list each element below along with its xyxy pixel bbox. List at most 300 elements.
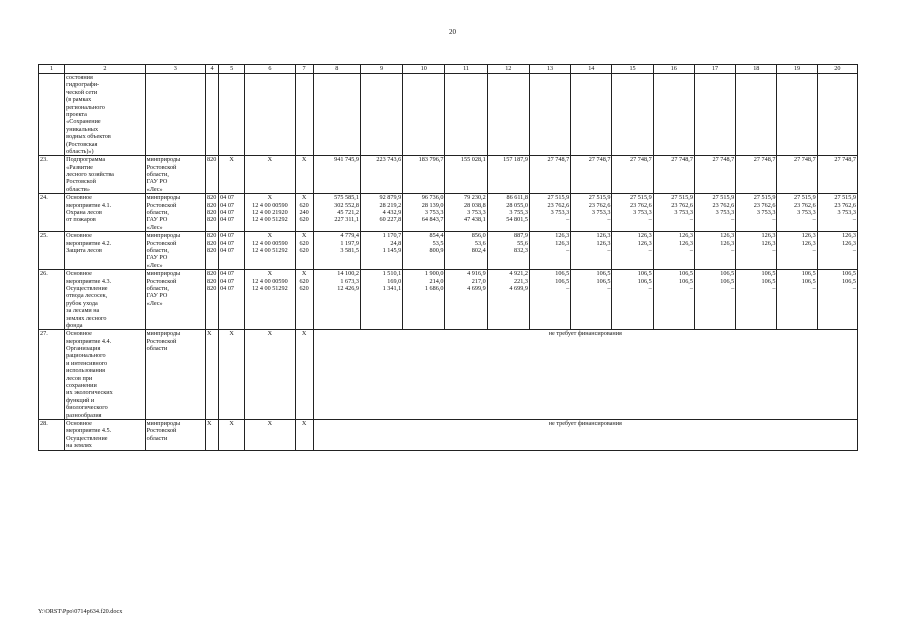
cell-line: 27 515,9 <box>753 194 776 202</box>
cell-line: лесов при <box>66 374 93 382</box>
vr-cell <box>295 270 313 330</box>
cell-line: 214,0 <box>429 277 444 285</box>
value-cell <box>612 270 653 330</box>
cell-line: Основное <box>66 419 92 427</box>
cell-line: – <box>812 216 816 224</box>
cell-line: Осуществление <box>66 434 108 442</box>
value-cell: 27 748,7 <box>612 156 653 194</box>
cell-line: 04 07 <box>220 194 234 202</box>
cell-line: 575 585,1 <box>334 194 359 202</box>
cell-line: 53,5 <box>432 239 444 247</box>
grbs-cell: 820 <box>206 156 219 194</box>
cell-line: 106,5 <box>637 270 652 278</box>
cell-line: – <box>689 216 693 224</box>
cell-line: 620 <box>299 277 309 285</box>
csr-cell: X <box>245 419 295 450</box>
cell-line: 126,3 <box>720 232 735 240</box>
cell-line: – <box>852 284 856 292</box>
cell-line: – <box>772 284 776 292</box>
cell-line: 3 753,3 <box>550 209 570 217</box>
cell-line: 1 673,3 <box>340 277 359 285</box>
cell-line: ГАУ РО <box>146 216 168 224</box>
cell-line: 47 438,1 <box>464 216 486 224</box>
cell-line: – <box>772 246 776 254</box>
cell-line: 04 07 <box>220 239 234 247</box>
value-cell <box>736 270 777 330</box>
cell-line: – <box>689 284 693 292</box>
cell-line: 620 <box>299 239 309 247</box>
cell-line: 12 4 00 51292 <box>252 246 288 254</box>
value-cell <box>694 270 735 330</box>
cell-line: мероприятие 4.5. <box>66 427 112 435</box>
cell-line: 820 <box>207 194 217 202</box>
value-cell <box>445 270 487 330</box>
cell-line: фонда <box>66 321 83 329</box>
cell-line: 3 753,3 <box>591 209 611 217</box>
cell-line: 12 4 00 00590 <box>252 201 288 209</box>
cell-line: 1 510,1 <box>382 270 402 278</box>
budget-table <box>38 64 858 451</box>
cell-line: 1 900,0 <box>424 270 444 278</box>
csr-cell: X <box>245 330 295 420</box>
cell-line: 106,5 <box>761 270 776 278</box>
column-header-7: 7 <box>295 65 313 74</box>
cell-line: 64 843,7 <box>421 216 444 224</box>
rzpr-cell: X <box>219 156 245 194</box>
cell-line: от пожаров <box>66 216 96 224</box>
cell-line: 126,3 <box>555 239 570 247</box>
cell-line: Защита лесов <box>66 246 102 254</box>
cell-line: биологического <box>66 404 108 412</box>
value-cell: 157 187,9 <box>487 156 529 194</box>
table-row-continuation <box>39 74 858 156</box>
cell-line: 23 762,6 <box>671 201 693 209</box>
row-name <box>65 156 145 194</box>
cell-line: 86 611,8 <box>506 194 528 202</box>
cell-line: 820 <box>207 284 217 292</box>
column-header-4: 4 <box>206 65 219 74</box>
cell-line: мероприятие 4.1. <box>66 201 112 209</box>
cell-line: Организация <box>66 345 101 353</box>
cell-line: 1 197,9 <box>340 239 359 247</box>
cell-line: 27 515,9 <box>671 194 693 202</box>
value-cell: 155 028,1 <box>445 156 487 194</box>
cell-line: 3 753,3 <box>633 209 652 217</box>
cell-line: 106,5 <box>720 277 735 285</box>
cell-line: 12 4 00 51292 <box>252 216 288 224</box>
cell-line: 04 07 <box>220 209 234 217</box>
cell-line: отвода лесосек, <box>66 292 108 300</box>
cell-line: их экологических <box>66 389 113 397</box>
cell-line: 106,5 <box>801 277 816 285</box>
row-name <box>65 194 145 232</box>
value-cell: 941 745,9 <box>313 156 360 194</box>
column-header-15: 15 <box>612 65 653 74</box>
row-name <box>65 270 145 330</box>
column-header-10: 10 <box>403 65 445 74</box>
cell-line: 3 755,3 <box>509 209 528 217</box>
row-number: 28. <box>39 419 65 450</box>
cell-line: Ростовской <box>146 201 177 209</box>
cell-line: 23 762,6 <box>547 201 570 209</box>
value-cell <box>777 270 817 330</box>
cell-line: 60 227,8 <box>379 216 402 224</box>
cell-line: – <box>812 246 816 254</box>
cell-line: (в рамках <box>66 96 92 104</box>
cell-line: 23 762,6 <box>630 201 652 209</box>
cell-line: 27 515,9 <box>834 194 856 202</box>
cell-line: рационального <box>66 352 106 360</box>
cell-line: – <box>566 216 570 224</box>
cell-line: области, <box>146 171 169 179</box>
value-cell <box>529 270 570 330</box>
value-cell <box>313 270 360 330</box>
cell-line: 620 <box>299 216 309 224</box>
table-row-24 <box>39 194 858 232</box>
cell-line: 126,3 <box>679 232 693 240</box>
column-header-19: 19 <box>777 65 817 74</box>
value-cell: 223 743,6 <box>360 156 402 194</box>
cell-line: 854,4 <box>429 232 444 240</box>
column-header-17: 17 <box>694 65 735 74</box>
cell-line: 27 515,9 <box>588 194 611 202</box>
row-number: 24. <box>39 194 65 232</box>
cell-line: X <box>267 232 273 240</box>
cell-line: 28 139,0 <box>421 201 444 209</box>
row-name <box>65 330 145 420</box>
cell-line: 106,5 <box>720 270 735 278</box>
cell-line: 820 <box>207 209 217 217</box>
cell-line: гидрографи- <box>66 81 100 89</box>
cell-line: минприроды <box>146 270 181 278</box>
cell-line: 04 07 <box>220 201 234 209</box>
row-executor <box>145 194 205 232</box>
cell-line: 302 552,8 <box>334 201 359 209</box>
cell-line: 106,5 <box>679 270 693 278</box>
grbs-cell <box>206 232 219 270</box>
rzpr-cell: X <box>219 419 245 450</box>
cell-line: 820 <box>207 270 217 278</box>
cell-line: 106,5 <box>842 277 856 285</box>
column-header-1: 1 <box>39 65 65 74</box>
cell-line: «Лес» <box>146 223 163 231</box>
cell-line: Основное <box>66 232 92 240</box>
value-cell: 27 748,7 <box>653 156 694 194</box>
value-cell <box>360 232 402 270</box>
cell-line: минприроды <box>146 194 181 202</box>
grbs-cell <box>206 194 219 232</box>
cell-line: 126,3 <box>596 232 611 240</box>
value-cell <box>817 232 857 270</box>
no-funding-note: не требует финансирования <box>313 419 857 450</box>
cell-line: – <box>566 246 570 254</box>
no-funding-note: не требует финансирования <box>313 330 857 420</box>
cell-line: 1 341,1 <box>382 284 402 292</box>
cell-line: 54 801,5 <box>506 216 528 224</box>
cell-line: – <box>731 284 735 292</box>
value-cell <box>571 232 612 270</box>
value-cell <box>487 232 529 270</box>
value-cell <box>529 194 570 232</box>
value-cell: 27 748,7 <box>736 156 777 194</box>
cell-line: 3 753,3 <box>797 209 816 217</box>
cell-line: 227 311,1 <box>334 216 359 224</box>
grbs-cell: X <box>206 419 219 450</box>
cell-line: 1 145,9 <box>382 246 402 254</box>
file-path-footer: Y:\ORST\Ppo\0714p634.f20.docx <box>38 608 123 615</box>
value-cell <box>612 232 653 270</box>
cell-line: 04 07 <box>220 270 234 278</box>
cell-line: 04 07 <box>220 284 234 292</box>
cell-line: 106,5 <box>679 277 693 285</box>
cell-line: 820 <box>207 277 217 285</box>
vr-cell <box>295 194 313 232</box>
cell-line: 106,5 <box>842 270 856 278</box>
row-number: 25. <box>39 232 65 270</box>
row-executor <box>145 232 205 270</box>
cell-line: Охрана лесов <box>66 209 102 217</box>
cell-line: Основное <box>66 270 92 278</box>
cell-line: 4 432,9 <box>382 209 402 217</box>
cell-line: Ростовской <box>146 277 177 285</box>
cell-line: X <box>267 194 273 202</box>
cell-line: 3 753,3 <box>674 209 693 217</box>
cell-line: 53,6 <box>474 239 486 247</box>
cell-line: области <box>146 434 168 442</box>
cell-line: 23 762,6 <box>588 201 611 209</box>
cell-line: 126,3 <box>842 239 856 247</box>
value-cell <box>653 270 694 330</box>
column-header-13: 13 <box>529 65 570 74</box>
column-header-6: 6 <box>245 65 295 74</box>
value-cell <box>817 194 857 232</box>
cell-line: ческой сети <box>66 88 98 96</box>
cell-line: X <box>301 270 307 278</box>
cell-line: 27 515,9 <box>712 194 735 202</box>
cell-line: 4 921,2 <box>509 270 528 278</box>
cell-line: Ростовской <box>146 239 177 247</box>
cell-line: 106,5 <box>801 270 816 278</box>
value-cell <box>694 194 735 232</box>
cell-line: 126,3 <box>637 232 652 240</box>
value-cell <box>653 194 694 232</box>
row-executor <box>145 330 205 420</box>
cell-line: 28 038,8 <box>464 201 486 209</box>
cell-line: – <box>648 284 652 292</box>
table-row-26 <box>39 270 858 330</box>
cell-line: 55,6 <box>517 239 528 247</box>
vr-cell: X <box>295 156 313 194</box>
cell-line: на землях <box>66 442 92 450</box>
value-cell <box>571 270 612 330</box>
cell-line: 45 721,2 <box>337 209 359 217</box>
value-cell <box>777 194 817 232</box>
column-header-9: 9 <box>360 65 402 74</box>
cell-line: ГАУ РО <box>146 292 168 300</box>
row-name <box>65 419 145 450</box>
cell-line: – <box>852 246 856 254</box>
cell-line: 126,3 <box>761 232 776 240</box>
cell-line: – <box>607 246 611 254</box>
cell-line: минприроды <box>146 232 181 240</box>
cell-line: и интенсивного <box>66 359 108 367</box>
cell-line: 28 055,0 <box>506 201 528 209</box>
cell-line: Осуществление <box>66 284 108 292</box>
cell-line: 802,4 <box>471 246 486 254</box>
cell-line: 126,3 <box>801 232 816 240</box>
cell-line: за лесами на <box>66 307 100 315</box>
value-cell <box>487 270 529 330</box>
cell-line: 23 762,6 <box>794 201 816 209</box>
cell-line: 620 <box>299 246 309 254</box>
column-header-16: 16 <box>653 65 694 74</box>
cell-line: 620 <box>299 284 309 292</box>
column-header-14: 14 <box>571 65 612 74</box>
cell-line: «Сохранение <box>66 118 101 126</box>
cell-line: 3 753,3 <box>756 209 776 217</box>
value-cell <box>571 194 612 232</box>
value-cell: 27 748,7 <box>777 156 817 194</box>
cell-line: 106,5 <box>596 270 611 278</box>
cell-line: 126,3 <box>596 239 611 247</box>
cell-line: 04 07 <box>220 277 234 285</box>
cell-line: землях лесного <box>66 314 107 322</box>
column-header-2: 2 <box>65 65 145 74</box>
cell-line: 96 736,0 <box>421 194 444 202</box>
cell-line: 12 4 00 21920 <box>252 209 288 217</box>
cell-line: 126,3 <box>637 239 652 247</box>
cell-line: 217,0 <box>471 277 486 285</box>
cell-line: лесного хозяйства <box>66 171 114 179</box>
cell-line: 4 779,4 <box>340 232 359 240</box>
cell-line: 856,0 <box>471 232 486 240</box>
cell-line: разнообразия <box>66 411 102 419</box>
cell-line: 820 <box>207 216 217 224</box>
cell-line: сохранении <box>66 382 97 390</box>
rzpr-cell <box>219 232 245 270</box>
cell-line: 4 699,9 <box>509 284 528 292</box>
cell-line: 126,3 <box>801 239 816 247</box>
cell-line: регионального <box>66 103 105 111</box>
cell-line: 23 762,6 <box>753 201 776 209</box>
cell-line: 169,0 <box>387 277 402 285</box>
cell-line: мероприятие 4.3. <box>66 277 112 285</box>
cell-line: – <box>648 246 652 254</box>
value-cell <box>736 194 777 232</box>
cell-line: мероприятие 4.4. <box>66 337 112 345</box>
value-cell <box>313 194 360 232</box>
cell-line: 79 230,2 <box>464 194 486 202</box>
cell-line: 4 699,9 <box>467 284 486 292</box>
value-cell: 27 748,7 <box>694 156 735 194</box>
cell-line: 620 <box>299 201 309 209</box>
grbs-cell <box>206 270 219 330</box>
value-cell <box>313 232 360 270</box>
column-header-row <box>39 65 858 74</box>
value-cell <box>529 232 570 270</box>
value-cell <box>403 232 445 270</box>
cell-line: области, <box>146 209 169 217</box>
value-cell <box>736 232 777 270</box>
cell-line: функций и <box>66 396 95 404</box>
cell-line: водных объектов <box>66 133 111 141</box>
cell-line: 04 07 <box>220 216 234 224</box>
cell-line: 12 4 00 00590 <box>252 277 288 285</box>
row-executor <box>145 419 205 450</box>
value-cell <box>612 194 653 232</box>
cell-line: 240 <box>299 209 309 217</box>
row-name <box>65 232 145 270</box>
cell-line: – <box>648 216 652 224</box>
cell-line: 820 <box>207 201 217 209</box>
cell-line: 12 4 00 51292 <box>252 284 288 292</box>
cell-line: 27 515,9 <box>794 194 816 202</box>
value-cell <box>403 270 445 330</box>
cell-line: 23 762,6 <box>712 201 735 209</box>
cell-line: «Лес» <box>146 261 163 269</box>
cell-line: Ростовской <box>66 178 96 186</box>
cell-line: области, <box>146 246 169 254</box>
cell-line: – <box>852 216 856 224</box>
cell-line: – <box>731 246 735 254</box>
cell-line: Ростовской <box>146 427 177 435</box>
cell-line: 23 762,6 <box>834 201 856 209</box>
cell-line: X <box>301 194 307 202</box>
vr-cell: X <box>295 330 313 420</box>
value-cell: 27 748,7 <box>817 156 857 194</box>
cell-line: 12 426,9 <box>337 284 359 292</box>
page-number: 20 <box>449 28 456 36</box>
cell-line: 126,3 <box>761 239 776 247</box>
csr-cell <box>245 270 295 330</box>
cell-line: область)») <box>66 147 94 155</box>
cell-line: 800,9 <box>429 246 444 254</box>
cell-line: – <box>607 216 611 224</box>
cell-line: X <box>301 232 307 240</box>
column-header-5: 5 <box>219 65 245 74</box>
cell-line: – <box>772 216 776 224</box>
cell-line: 3 753,3 <box>837 209 856 217</box>
cell-line: 126,3 <box>555 232 570 240</box>
row-number: 26. <box>39 270 65 330</box>
cell-line: (Ростовская <box>66 140 98 148</box>
cell-line: 106,5 <box>596 277 611 285</box>
cell-line: 106,5 <box>637 277 652 285</box>
cell-line: минприроды <box>146 330 181 338</box>
row-executor <box>145 156 205 194</box>
cell-line: 3 753,3 <box>467 209 486 217</box>
rzpr-cell: X <box>219 330 245 420</box>
cell-line: «Лес» <box>146 299 163 307</box>
value-cell <box>403 194 445 232</box>
value-cell <box>817 270 857 330</box>
column-header-8: 8 <box>313 65 360 74</box>
cell-line: X <box>267 270 273 278</box>
value-cell: 27 748,7 <box>571 156 612 194</box>
row-number: 23. <box>39 156 65 194</box>
value-cell <box>487 194 529 232</box>
cell-line: 820 <box>207 239 217 247</box>
cell-line: – <box>731 216 735 224</box>
continuation-name-cell <box>65 74 145 156</box>
cell-line: 126,3 <box>842 232 856 240</box>
cell-line: 820 <box>207 246 217 254</box>
rzpr-cell <box>219 194 245 232</box>
cell-line: 14 100,2 <box>337 270 359 278</box>
cell-line: 126,3 <box>720 239 735 247</box>
value-cell <box>694 232 735 270</box>
cell-line: 126,3 <box>679 239 693 247</box>
